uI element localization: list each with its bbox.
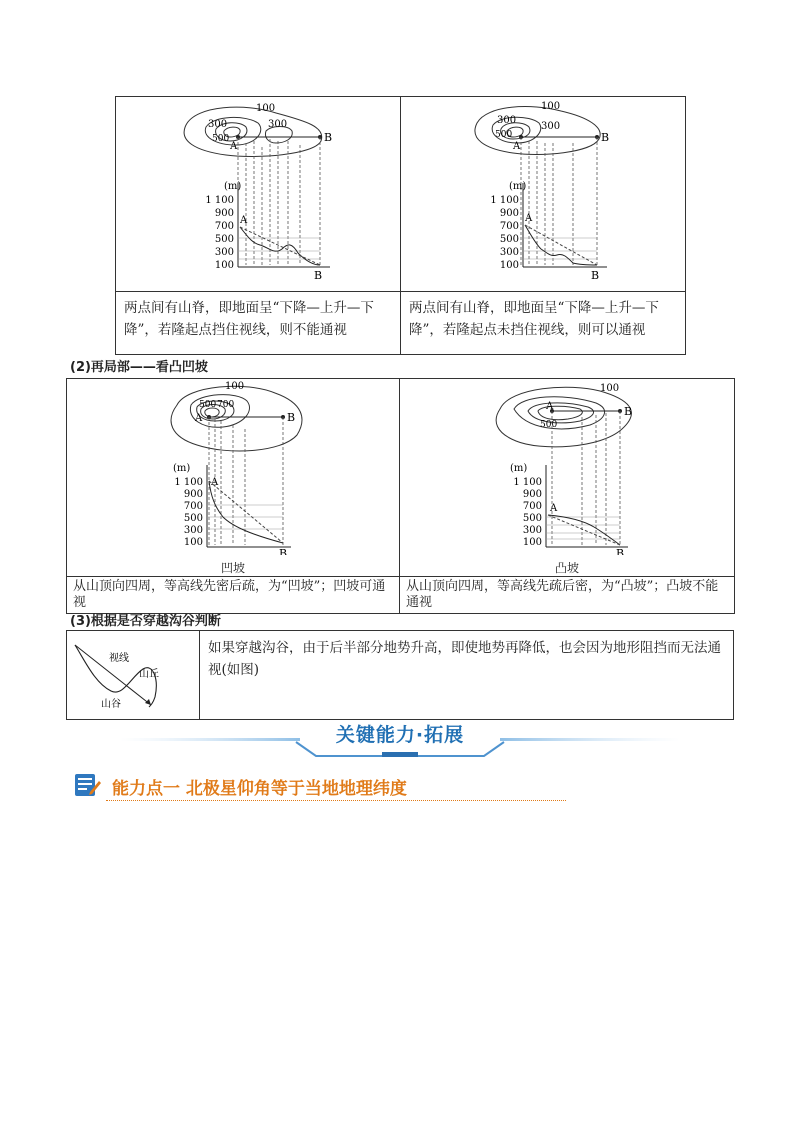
contour-label-300-r2: 300 xyxy=(541,121,561,132)
convex-contour-100: 100 xyxy=(600,383,620,394)
y-tick-1100-r: 1 100 xyxy=(490,195,519,206)
concave-y-700: 700 xyxy=(183,501,203,512)
ridge-visible-diagram-cell xyxy=(401,97,686,292)
concave-contour-100: 100 xyxy=(225,381,245,392)
ridge-comparison-table xyxy=(115,96,686,355)
contour-label-300: 300 xyxy=(208,119,228,130)
concave-slope-diagram xyxy=(67,379,399,555)
y-tick-500: 500 xyxy=(214,234,234,245)
y-tick-900-r: 900 xyxy=(499,208,519,219)
y-tick-100-r: 100 xyxy=(499,260,519,271)
axis-unit: (m) xyxy=(224,181,242,192)
point-b-map-label-r: B xyxy=(601,131,610,144)
y-tick-300-r: 300 xyxy=(499,247,519,258)
convex-y-300: 300 xyxy=(522,525,542,536)
y-tick-300: 300 xyxy=(214,247,234,258)
ridge-blocked-diagram xyxy=(116,97,400,287)
valley-desc-cell xyxy=(200,631,734,720)
valley-sight-figure xyxy=(67,631,199,715)
concave-axis-unit: (m) xyxy=(173,463,191,474)
ridge-visible-diagram xyxy=(401,97,685,287)
convex-diagram-cell xyxy=(400,379,735,577)
valley-table xyxy=(66,630,734,720)
concave-sight-line xyxy=(209,481,283,543)
key-ability-title: 关键能力·拓展 xyxy=(335,724,465,746)
point-a-profile-label-r: A xyxy=(525,213,533,224)
convex-desc-cell xyxy=(400,577,735,614)
convex-y-700: 700 xyxy=(522,501,542,512)
title-underline xyxy=(106,800,566,801)
convex-sight-line xyxy=(548,515,620,545)
y-tick-900: 900 xyxy=(214,208,234,219)
concave-point-b-map: B xyxy=(287,411,296,424)
concave-y-500: 500 xyxy=(183,513,203,524)
concave-point-a-map: A xyxy=(195,413,203,424)
y-tick-700: 700 xyxy=(214,221,234,232)
valley-label-sight: 视线 xyxy=(109,653,129,664)
y-tick-1100: 1 100 xyxy=(205,195,234,206)
contour-label-300-r: 300 xyxy=(497,115,517,126)
convex-point-a-profile: A xyxy=(550,503,558,514)
ridge-visible-desc-cell xyxy=(401,292,686,355)
y-tick-700-r: 700 xyxy=(499,221,519,232)
key-ability-band xyxy=(120,720,680,760)
ridge-blocked-diagram-cell xyxy=(116,97,401,292)
convex-desc: 从山顶向四周，等高线先疏后密，为“凸坡”；凸坡不能通视 xyxy=(406,579,719,610)
valley-desc: 如果穿越沟谷，由于后半部分地势升高，即使地势再降低，也会因为地形阻挡而无法通视(如图) xyxy=(208,640,721,678)
concave-desc: 从山顶向四周，等高线先密后疏，为“凹坡”；凹坡可通视 xyxy=(73,579,386,610)
concave-caption: 凹坡 xyxy=(220,561,245,575)
point-a-map-label: A xyxy=(230,141,238,152)
ability-point-header xyxy=(72,770,572,804)
point-b-profile-label: B xyxy=(314,269,323,282)
valley-label-hill: 山丘 xyxy=(139,669,159,680)
convex-y-1100: 1 100 xyxy=(513,477,542,488)
contour-label-500-r: 500 xyxy=(495,130,513,140)
contour-label-100: 100 xyxy=(256,103,276,114)
valley-figure-cell xyxy=(67,631,200,720)
contour-label-100-r: 100 xyxy=(541,101,561,112)
convex-slope-diagram xyxy=(400,379,734,555)
concave-y-300: 300 xyxy=(183,525,203,536)
concave-y-900: 900 xyxy=(183,489,203,500)
convex-y-900: 900 xyxy=(522,489,542,500)
ability-point-title: 能力点一 北极星仰角等于当地地理纬度 xyxy=(112,779,407,799)
contour-label-500: 500 xyxy=(212,134,230,144)
convex-y-500: 500 xyxy=(522,513,542,524)
sec3-heading: (3)根据是否穿越沟谷判断 xyxy=(70,614,221,629)
notebook-edit-icon xyxy=(72,770,102,800)
ridge-visible-desc: 两点间有山脊，即地面呈“下降—上升—下降”，若隆起点未挡住视线，则可以通视 xyxy=(409,300,659,338)
axis-unit-r: (m) xyxy=(509,181,527,192)
convex-point-a-map: A xyxy=(546,401,554,412)
valley-arrow-icon xyxy=(145,699,151,705)
point-a-profile-label: A xyxy=(240,215,248,226)
convex-point-b-profile: B xyxy=(616,547,625,555)
concave-y-100: 100 xyxy=(183,537,203,548)
ridge-blocked-desc: 两点间有山脊，即地面呈“下降—上升—下降”，若隆起点挡住视线，则不能通视 xyxy=(124,300,374,338)
slope-comparison-table xyxy=(66,378,735,614)
point-b-profile-label-r: B xyxy=(591,269,600,282)
convex-point-b-map: B xyxy=(624,405,633,418)
ridge-blocked-desc-cell xyxy=(116,292,401,355)
valley-label-valley: 山谷 xyxy=(101,699,121,710)
y-tick-500-r: 500 xyxy=(499,234,519,245)
point-b-map-label: B xyxy=(324,131,333,144)
sight-line-profile xyxy=(240,227,320,265)
convex-caption: 凸坡 xyxy=(554,561,579,575)
convex-contour-500: 500 xyxy=(540,420,558,430)
concave-diagram-cell xyxy=(67,379,400,577)
convex-axis-unit: (m) xyxy=(510,463,528,474)
concave-y-1100: 1 100 xyxy=(174,477,203,488)
y-tick-100: 100 xyxy=(214,260,234,271)
concave-contour-500: 500 xyxy=(199,400,217,410)
convex-y-100: 100 xyxy=(522,537,542,548)
contour-label-300-b: 300 xyxy=(268,119,288,130)
concave-contour-700: 700 xyxy=(217,400,235,410)
concave-point-a-profile: A xyxy=(211,477,219,488)
point-a-map-label-r: A xyxy=(513,141,521,152)
sec2-heading: (2)再局部——看凸凹坡 xyxy=(70,360,208,375)
concave-point-b-profile: B xyxy=(279,547,288,555)
concave-desc-cell xyxy=(67,577,400,614)
